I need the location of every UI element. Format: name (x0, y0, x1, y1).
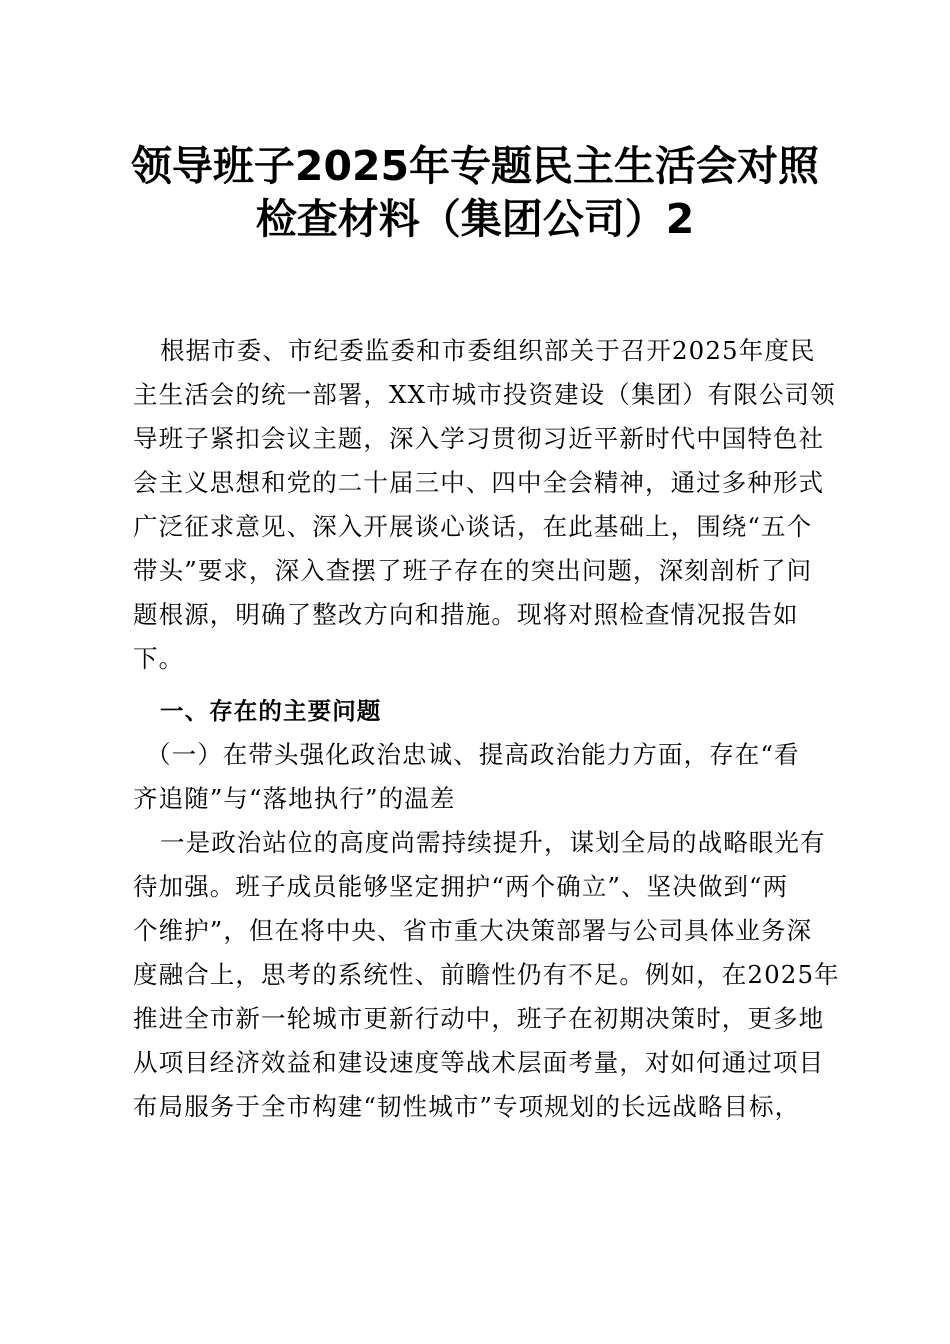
title-line-2: 检查材料（集团公司）2 (255, 195, 695, 243)
document-body (133, 329, 840, 1129)
paragraph-line: 带头”要求，深入查摆了班子存在的突出问题，深刻剖析了问 (133, 556, 813, 585)
subsection-heading-line: 齐追随”与“落地执行”的温差 (133, 784, 456, 813)
paragraph-line: 题根源，明确了整改方向和措施。现将对照检查情况报告如 (133, 600, 799, 629)
paragraph-line: 个维护”，但在将中央、省市重大决策部署与公司具体业务深 (133, 916, 813, 945)
paragraph-line: 从项目经济效益和建设速度等战术层面考量，对如何通过项目 (133, 1048, 825, 1077)
paragraph-line: 根据市委、市纪委监委和市委组织部关于召开2025年度民 (160, 336, 816, 365)
paragraph-line: 推进全市新一轮城市更新行动中，班子在初期决策时，更多地 (133, 1004, 825, 1033)
paragraph-line: 度融合上，思考的系统性、前瞻性仍有不足。例如，在2025年 (133, 960, 840, 989)
paragraph-line: 一是政治站位的高度尚需持续提升，谋划全局的战略眼光有 (160, 828, 826, 857)
subsection-heading-line: （一）在带头强化政治忠诚、提高政治能力方面，存在“看 (146, 740, 800, 769)
point-one-paragraph (133, 821, 840, 1129)
intro-paragraph (133, 329, 836, 681)
subsection-heading (133, 733, 825, 821)
title-line-1: 领导班子2025年专题民主生活会对照 (130, 142, 820, 190)
document-title (0, 140, 950, 246)
paragraph-line: 会主义思想和党的二十届三中、四中全会精神，通过多种形式 (133, 468, 825, 497)
paragraph-line: 主生活会的统一部署，XX市城市投资建设（集团）有限公司领 (133, 380, 836, 409)
spacer (133, 681, 825, 689)
section-heading: 一、存在的主要问题 (160, 697, 382, 725)
paragraph-line: 广泛征求意见、深入开展谈心谈话，在此基础上，围绕“五个 (133, 512, 813, 541)
paragraph-line: 布局服务于全市构建“韧性城市”专项规划的长远战略目标， (133, 1092, 801, 1121)
paragraph-line: 导班子紧扣会议主题，深入学习贯彻习近平新时代中国特色社 (133, 424, 825, 453)
paragraph-line: 下。 (133, 644, 185, 673)
paragraph-line: 待加强。班子成员能够坚定拥护“两个确立”、坚决做到“两 (133, 872, 789, 901)
